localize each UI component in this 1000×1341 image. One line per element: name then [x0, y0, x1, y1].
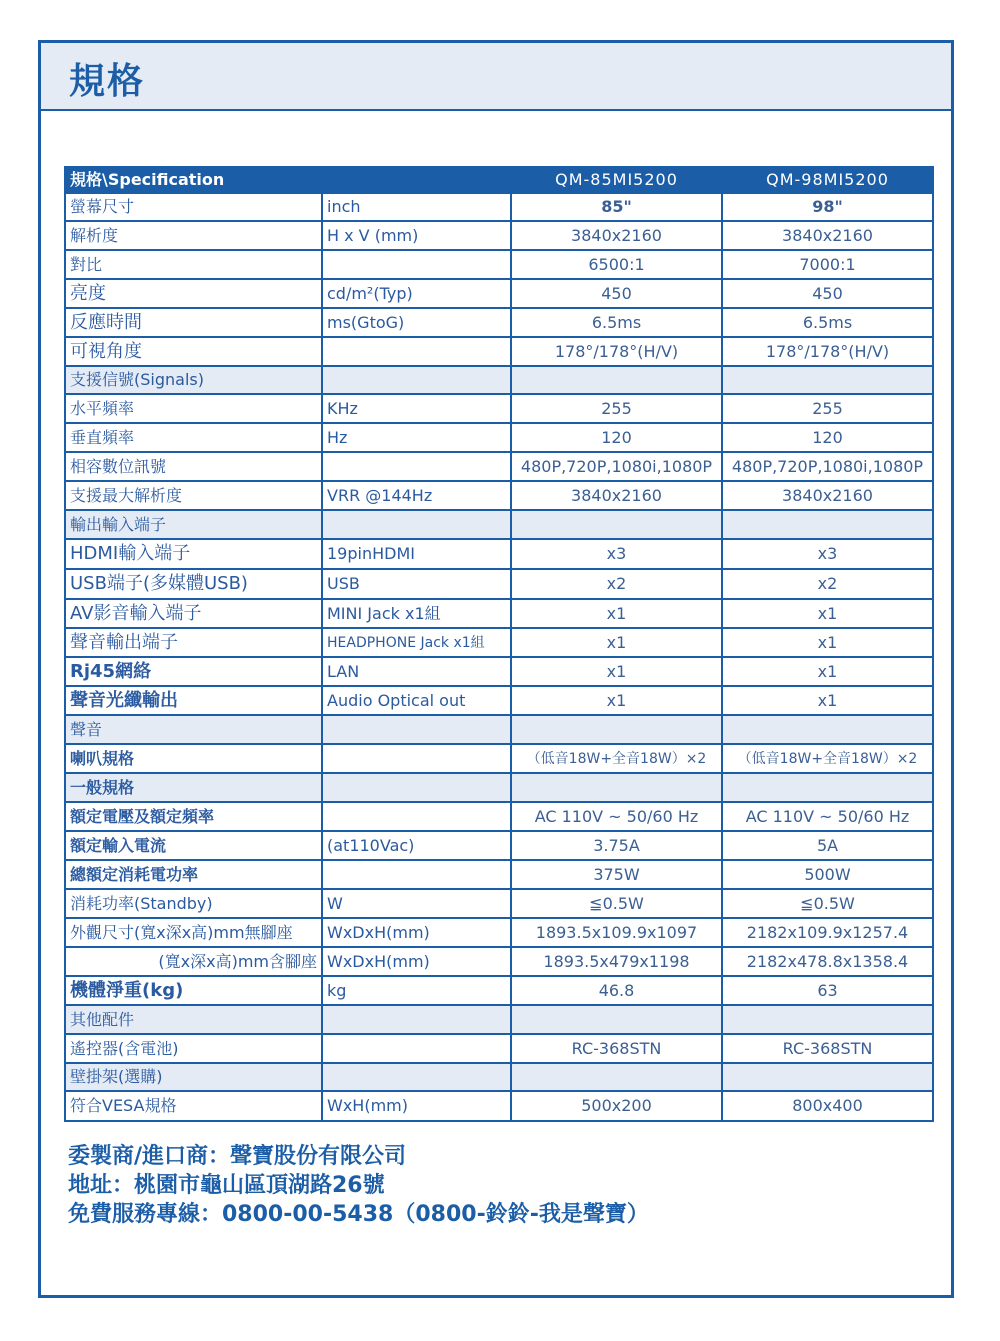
row-value-b: x1 — [722, 686, 933, 715]
row-value-a: RC-368STN — [511, 1034, 722, 1063]
table-row — [65, 394, 933, 423]
row-unit: USB — [322, 569, 511, 599]
row-value-a: 1893.5x109.9x1097 — [511, 918, 722, 947]
row-value-b — [722, 1005, 933, 1034]
header-unit — [322, 167, 511, 193]
row-unit — [322, 773, 511, 802]
row-unit — [322, 802, 511, 831]
row-label: 亮度 — [65, 279, 322, 308]
row-value-b: 178°/178°(H/V) — [722, 337, 933, 366]
row-value-a: AC 110V ~ 50/60 Hz — [511, 802, 722, 831]
row-value-b — [722, 366, 933, 394]
header-label: 規格\Specification — [65, 167, 322, 193]
section-label: 輸出輸入端子 — [65, 510, 322, 539]
row-value-a: （低音18W+全音18W）×2 — [511, 744, 722, 773]
row-unit: WxDxH(mm) — [322, 947, 511, 976]
table-row — [65, 193, 933, 221]
row-label: 消耗功率(Standby) — [65, 889, 322, 918]
row-value-b: 480P,720P,1080i,1080P — [722, 452, 933, 481]
row-unit: HEADPHONE Jack x1組 — [322, 628, 511, 657]
section-label: 壁掛架(選購) — [65, 1063, 322, 1091]
table-row — [65, 976, 933, 1005]
row-value-b: x1 — [722, 628, 933, 657]
row-value-a: 120 — [511, 423, 722, 452]
table-row — [65, 279, 933, 308]
row-label: 聲音光纖輸出 — [65, 686, 322, 715]
row-label: 符合VESA規格 — [65, 1091, 322, 1121]
row-value-a: 375W — [511, 860, 722, 889]
row-unit: WxH(mm) — [322, 1091, 511, 1121]
table-row — [65, 452, 933, 481]
table-row — [65, 657, 933, 686]
address-line: 地址：桃園市龜山區頂湖路26號 — [68, 1173, 385, 1198]
row-unit — [322, 366, 511, 394]
section-row — [65, 1005, 933, 1034]
row-label: 額定輸入電流 — [65, 831, 322, 860]
row-unit: H x V (mm) — [322, 221, 511, 250]
row-value-a: x1 — [511, 599, 722, 628]
row-value-b: 63 — [722, 976, 933, 1005]
row-unit: kg — [322, 976, 511, 1005]
table-row — [65, 221, 933, 250]
table-row — [65, 831, 933, 860]
row-label: 解析度 — [65, 221, 322, 250]
row-value-a: 6.5ms — [511, 308, 722, 337]
row-value-b: x3 — [722, 539, 933, 569]
row-unit: LAN — [322, 657, 511, 686]
row-label: 總額定消耗電功率 — [65, 860, 322, 889]
manufacturer-line: 委製商/進口商：聲寶股份有限公司 — [68, 1144, 407, 1169]
row-label: USB端子(多媒體USB) — [65, 569, 322, 599]
table-row — [65, 628, 933, 657]
row-unit — [322, 1063, 511, 1091]
row-unit: Hz — [322, 423, 511, 452]
row-value-b: 3840x2160 — [722, 481, 933, 510]
section-label: 支援信號(Signals) — [65, 366, 322, 394]
row-label: 水平頻率 — [65, 394, 322, 423]
row-unit: W — [322, 889, 511, 918]
row-value-b: 7000:1 — [722, 250, 933, 279]
row-value-a — [511, 773, 722, 802]
row-unit: Audio Optical out — [322, 686, 511, 715]
row-value-b: 3840x2160 — [722, 221, 933, 250]
row-value-b: 6.5ms — [722, 308, 933, 337]
row-label: 機體淨重(kg) — [65, 976, 322, 1005]
header-model-a: QM-85MI5200 — [511, 167, 722, 193]
row-label: 外觀尺寸(寬x深x高)mm無腳座 — [65, 918, 322, 947]
row-value-a: 500x200 — [511, 1091, 722, 1121]
row-value-a: 1893.5x479x1198 — [511, 947, 722, 976]
table-row — [65, 423, 933, 452]
row-value-a: x1 — [511, 657, 722, 686]
row-value-a: 480P,720P,1080i,1080P — [511, 452, 722, 481]
header-model-b: QM-98MI5200 — [722, 167, 933, 193]
row-value-a: 6500:1 — [511, 250, 722, 279]
row-value-b: x1 — [722, 657, 933, 686]
table-row — [65, 1091, 933, 1121]
row-value-a — [511, 366, 722, 394]
table-row — [65, 744, 933, 773]
row-value-a: 3840x2160 — [511, 221, 722, 250]
row-value-b: 255 — [722, 394, 933, 423]
row-unit: ms(GtoG) — [322, 308, 511, 337]
section-row — [65, 1063, 933, 1091]
row-unit — [322, 1034, 511, 1063]
table-row — [65, 889, 933, 918]
table-row — [65, 802, 933, 831]
table-row — [65, 308, 933, 337]
row-value-a: x1 — [511, 686, 722, 715]
row-label: (寬x深x高)mm含腳座 — [65, 947, 322, 976]
row-label: HDMI輸入端子 — [65, 539, 322, 569]
section-row — [65, 366, 933, 394]
hotline-line: 免費服務專線：0800-00-5438（0800-鈴鈴-我是聲寶） — [68, 1202, 649, 1227]
section-label: 聲音 — [65, 715, 322, 744]
row-value-a: ≦0.5W — [511, 889, 722, 918]
row-value-a: 3840x2160 — [511, 481, 722, 510]
row-unit — [322, 744, 511, 773]
row-value-b: 2182x478.8x1358.4 — [722, 947, 933, 976]
row-unit: 19pinHDMI — [322, 539, 511, 569]
table-row — [65, 481, 933, 510]
row-value-b — [722, 773, 933, 802]
row-value-b: AC 110V ~ 50/60 Hz — [722, 802, 933, 831]
row-unit: WxDxH(mm) — [322, 918, 511, 947]
row-value-a — [511, 1063, 722, 1091]
row-label: 支援最大解析度 — [65, 481, 322, 510]
table-row — [65, 860, 933, 889]
row-value-b: x1 — [722, 599, 933, 628]
title-bar — [41, 43, 951, 111]
table-row — [65, 599, 933, 628]
row-value-a: 178°/178°(H/V) — [511, 337, 722, 366]
table-row — [65, 686, 933, 715]
row-unit: cd/m²(Typ) — [322, 279, 511, 308]
row-unit: inch — [322, 193, 511, 221]
section-row — [65, 773, 933, 802]
row-value-b: ≦0.5W — [722, 889, 933, 918]
section-row — [65, 715, 933, 744]
row-label: 可視角度 — [65, 337, 322, 366]
row-value-b: 5A — [722, 831, 933, 860]
row-value-b: 120 — [722, 423, 933, 452]
row-value-a — [511, 1005, 722, 1034]
table-row — [65, 337, 933, 366]
row-label: 垂直頻率 — [65, 423, 322, 452]
row-unit: VRR @144Hz — [322, 481, 511, 510]
table-row — [65, 1034, 933, 1063]
table-row — [65, 539, 933, 569]
row-label: 相容數位訊號 — [65, 452, 322, 481]
row-unit — [322, 510, 511, 539]
row-value-b — [722, 715, 933, 744]
row-label: 額定電壓及額定頻率 — [65, 802, 322, 831]
row-label: 聲音輸出端子 — [65, 628, 322, 657]
row-label: 對比 — [65, 250, 322, 279]
row-value-b: 800x400 — [722, 1091, 933, 1121]
row-unit — [322, 337, 511, 366]
table-row — [65, 569, 933, 599]
section-row — [65, 510, 933, 539]
row-label: 反應時間 — [65, 308, 322, 337]
row-value-a: x2 — [511, 569, 722, 599]
row-unit — [322, 860, 511, 889]
row-unit — [322, 250, 511, 279]
row-label: 喇叭規格 — [65, 744, 322, 773]
table-row — [65, 947, 933, 976]
row-label: 遙控器(含電池) — [65, 1034, 322, 1063]
row-unit — [322, 1005, 511, 1034]
row-value-a: x1 — [511, 628, 722, 657]
section-label: 一般規格 — [65, 773, 322, 802]
row-label: Rj45網絡 — [65, 657, 322, 686]
row-value-b: x2 — [722, 569, 933, 599]
row-value-a: 255 — [511, 394, 722, 423]
row-value-b: 98" — [722, 193, 933, 221]
row-value-b — [722, 510, 933, 539]
row-value-a: 450 — [511, 279, 722, 308]
row-value-a: 3.75A — [511, 831, 722, 860]
row-unit — [322, 452, 511, 481]
row-value-a: 85" — [511, 193, 722, 221]
row-value-a: 46.8 — [511, 976, 722, 1005]
row-unit: KHz — [322, 394, 511, 423]
spec-table — [64, 166, 934, 1122]
row-value-b: 500W — [722, 860, 933, 889]
row-value-b: 2182x109.9x1257.4 — [722, 918, 933, 947]
row-label: AV影音輸入端子 — [65, 599, 322, 628]
section-label: 其他配件 — [65, 1005, 322, 1034]
row-unit: MINI Jack x1組 — [322, 599, 511, 628]
row-label: 螢幕尺寸 — [65, 193, 322, 221]
row-value-b — [722, 1063, 933, 1091]
row-unit — [322, 715, 511, 744]
row-unit: (at110Vac) — [322, 831, 511, 860]
row-value-b: RC-368STN — [722, 1034, 933, 1063]
row-value-a — [511, 510, 722, 539]
table-row — [65, 918, 933, 947]
footer-contact — [68, 1142, 649, 1229]
table-row — [65, 250, 933, 279]
table-header-row — [65, 167, 933, 193]
page-title: 規格 — [69, 61, 146, 102]
row-value-b: （低音18W+全音18W）×2 — [722, 744, 933, 773]
row-value-a — [511, 715, 722, 744]
row-value-b: 450 — [722, 279, 933, 308]
row-value-a: x3 — [511, 539, 722, 569]
